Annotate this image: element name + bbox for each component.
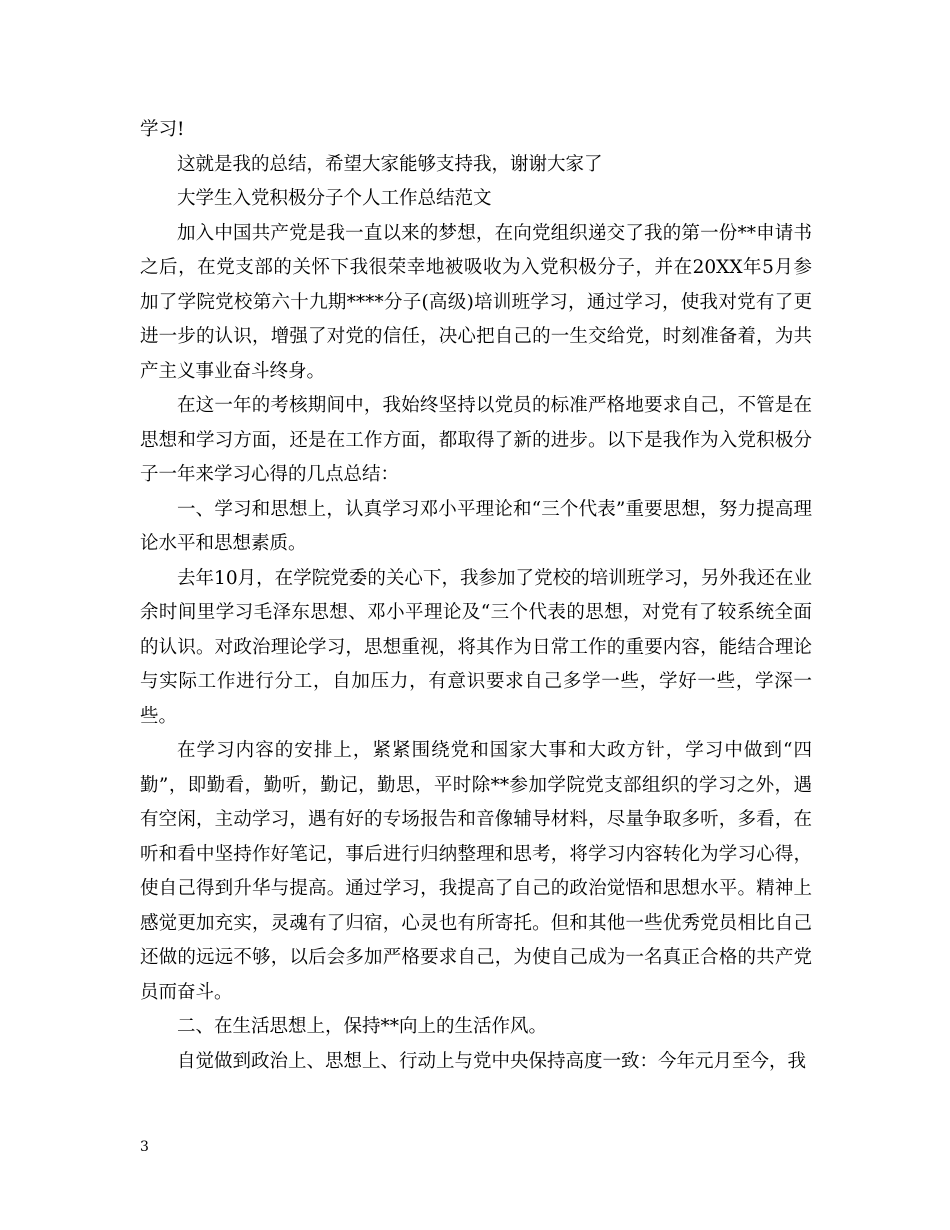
- document-body: [140, 113, 812, 1079]
- paragraph: 加入中国共产党是我一直以来的梦想，在向党组织递交了我的第一份**申请书之后，在党支部的关怀下我很荣幸地被吸收为入党积极分子，并在20XX年5月参加了学院党校第六十九期****分子(高级)培训班学习，通过学习，使我对党有了更进一步的认识，增强了对党的信任，决心把自己的一生交给党，时刻准备着，为共产主义事业奋斗终身。: [140, 222, 812, 382]
- paragraph: 在这一年的考核期间中，我始终坚持以党员的标准严格地要求自己，不管是在思想和学习方面，还是在工作方面，都取得了新的进步。以下是我作为入党积极分子一年来学习心得的几点总结：: [140, 395, 812, 485]
- section-title: 大学生入党积极分子个人工作总结范文: [177, 188, 492, 209]
- paragraph: 去年10月，在学院党委的关心下，我参加了党校的培训班学习，另外我还在业余时间里学习毛泽东思想、邓小平理论及“三个代表的思想，对党有了较系统全面的认识。对政治理论学习，思想重视，将其作为日常工作的重要内容，能结合理论与实际工作进行分工，自加压力，有意识要求自己多学一些，学好一些，学深一些。: [140, 567, 812, 727]
- paragraph: 自觉做到政治上、思想上、行动上与党中央保持高度一致：今年元月至今，我: [177, 1050, 807, 1072]
- paragraph: 这就是我的总结，希望大家能够支持我，谢谢大家了: [177, 153, 603, 175]
- paragraph: 学习!: [140, 119, 185, 140]
- section-heading: 一、学习和思想上，认真学习邓小平理论和“三个代表”重要思想，努力提高理论水平和思想素质。: [140, 498, 812, 554]
- section-heading: 二、在生活思想上，保持**向上的生活作风。: [177, 1016, 548, 1037]
- page-number: 3: [140, 1139, 149, 1155]
- paragraph: 在学习内容的安排上，紧紧围绕党和国家大事和大政方针，学习中做到“四勤”，即勤看，勤听，勤记，勤思，平时除**参加学院党支部组织的学习之外，遇有空闲，主动学习，遇有好的专场报告和音像辅导材料，尽量争取多听，多看，在听和看中坚持作好笔记，事后进行归纳整理和思考，将学习内容转化为学习心得，使自己得到升华与提高。通过学习，我提高了自己的政治觉悟和思想水平。精神上感觉更加充实，灵魂有了归宿，心灵也有所寄托。但和其他一些优秀党员相比自己还做的远远不够，以后会多加严格要求自己，为使自己成为一名真正合格的共产党员而奋斗。: [140, 740, 812, 1003]
